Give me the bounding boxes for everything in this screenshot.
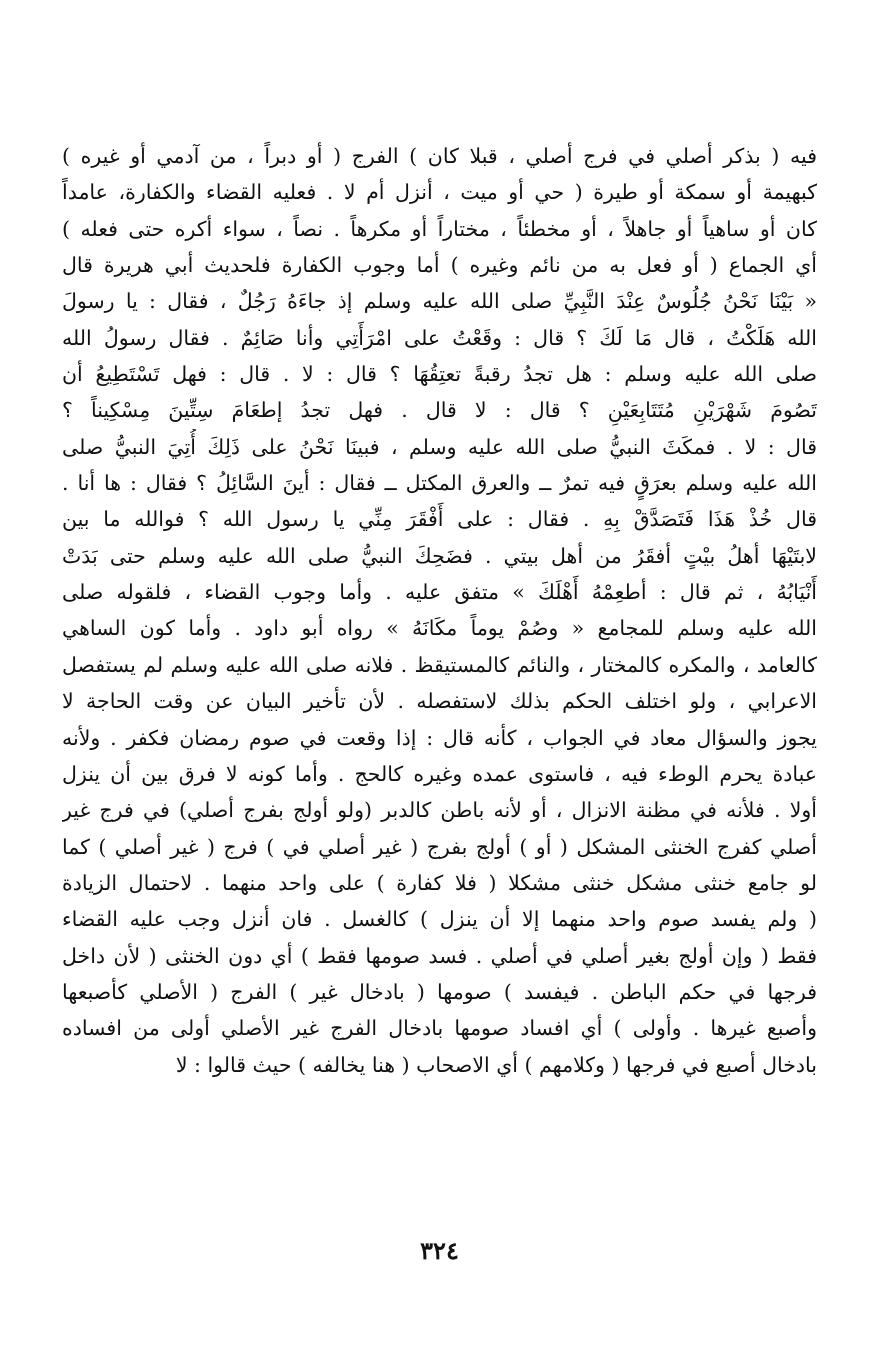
text-line: الله هَلَكْتُ ، قال مَا لَكَ ؟ قال : وقَعْتُ على امْرَأَتِي وأنا صَائِمٌ . فقال رسولُ الله — [62, 325, 817, 350]
text-line: قال خُذْ هَذَا فَتَصَدَّقْ بِهِ . فقال : على أَفْقَرَ مِنِّي يا رسول الله ؟ فوالله ما بين — [62, 507, 817, 532]
text-line: أصلي كفرج الخنثى المشكل ( أو ) أولج بفرج ( غير أصلي في ) فرج ( غير أصلي ) كما — [62, 834, 817, 859]
page-number: ٣٢٤ — [420, 1236, 459, 1265]
text-line: وأصبع غيرها . وأولى ) أي افساد صومها بادخال الفرج غير الأصلي أولى من افساده — [62, 1016, 817, 1041]
text-line: بادخال أصبع في فرجها ( وكلامهم ) أي الاصحاب ( هنا يخالفه ) حيث قالوا : لا — [175, 1052, 817, 1077]
text-line: كبهيمة أو سمكة أو طيرة ( حي أو ميت ، أنزل أم لا . فعليه القضاء والكفارة، عامداً — [62, 180, 817, 205]
text-line: صلى الله عليه وسلم : هل تجدُ رقبةً تعتِقُهَا ؟ قال : لا . قال : فهل تَسْتَطِيعُ أن — [62, 362, 817, 387]
text-line: أي الجماع ( أو فعل به من نائم وغيره ) أما وجوب الكفارة فلحديث أبي هريرة قال — [62, 253, 817, 278]
text-line: فيه ( بذكر أصلي في فرج أصلي ، قبلا كان ) الفرج ( أو دبراً ، من آدمي أو غيره ) — [62, 144, 817, 168]
text-line: تَصُومَ شَهْرَيْنِ مُتَتَابِعَيْنِ ؟ قال : لا قال . فهل تجدُ إطعَامَ سِتِّينَ مِسْكِيناً ؟ — [62, 398, 817, 423]
text-line: أولا . فلأنه في مظنة الانزال ، أو لأنه باطن كالدبر (ولو أولج بفرج أصلي) في فرج غير — [62, 798, 817, 823]
text-line: الله عليه وسلم للمجامع « وصُمْ يوماً مكَانَهُ » رواه أبو داود . وأما كون الساهي — [62, 616, 817, 641]
text-line: فقط ( وإن أولج بغير أصلي في أصلي . فسد صومها فقط ) أي دون الخنثى ( لأن داخل — [62, 943, 817, 968]
text-line: الاعرابي ، ولو اختلف الحكم بذلك لاستفصله . لأن تأخير البيان عن وقت الحاجة لا — [62, 689, 817, 714]
text-line: « بَيْنَا نَحْنُ جُلُوسٌ عِنْدَ النَّبِيِّ صلى الله عليه وسلم إذ جاءَهُ رَجُلٌ ، فقال : يا رسولَ — [62, 289, 817, 314]
text-line: كان أو ساهياً أو جاهلاً ، أو مخطئاً ، مختاراً أو مكرهاً . نصاً ، سواء أكره حتى فعله ) — [62, 216, 817, 241]
text-line: عبادة يحرم الوطء فيه ، فاستوى عمده وغيره كالحج . وأما كونه لا فرق بين أن ينزل — [62, 761, 817, 786]
body-text — [62, 138, 817, 1083]
text-line: لو جامع خنثى مشكل خنثى مشكلا ( فلا كفارة ) على واحد منهما . لاحتمال الزيادة — [62, 870, 817, 895]
text-line: أَنْيَابُهُ ، ثم قال : أطعِمْهُ أَهْلَكَ » متفق عليه . وأما وجوب القضاء ، فلقوله صلى — [62, 580, 817, 605]
text-line: ( ولم يفسد صوم واحد منهما إلا أن ينزل ) كالغسل . فان أنزل وجب عليه القضاء — [62, 907, 817, 932]
text-line: فرجها في حكم الباطن . فيفسد ) صومها ( بادخال غير ) الفرج ( الأصلي كأصبعها — [62, 979, 817, 1004]
text-line: قال : لا . فمكَثَ النبيُّ صلى الله عليه وسلم ، فبينَا نَحْنُ على ذَلِكَ أُتِيَ النبيُّ صلى — [62, 434, 817, 459]
text-line: يجوز والسؤال معاد في الجواب ، كأنه قال : إذا وقعت في صوم رمضان فكفر . ولأنه — [62, 725, 817, 750]
text-line: كالعامد ، والمكره كالمختار ، والنائم كالمستيقظ . فلانه صلى الله عليه وسلم لم يستفصل — [62, 652, 817, 677]
text-line: الله عليه وسلم بعرَقٍ فيه تمرٌ ــ والعرق المكتل ــ فقال : أينَ السَّائِلُ ؟ فقال : ها أنا . — [62, 471, 817, 496]
text-line: لابتَيْهَا أهلُ بيْتٍ أفقَرُ من أهل بيتي . فضَحِكَ النبيُّ صلى الله عليه وسلم حتى بَدَتْ — [62, 543, 817, 568]
